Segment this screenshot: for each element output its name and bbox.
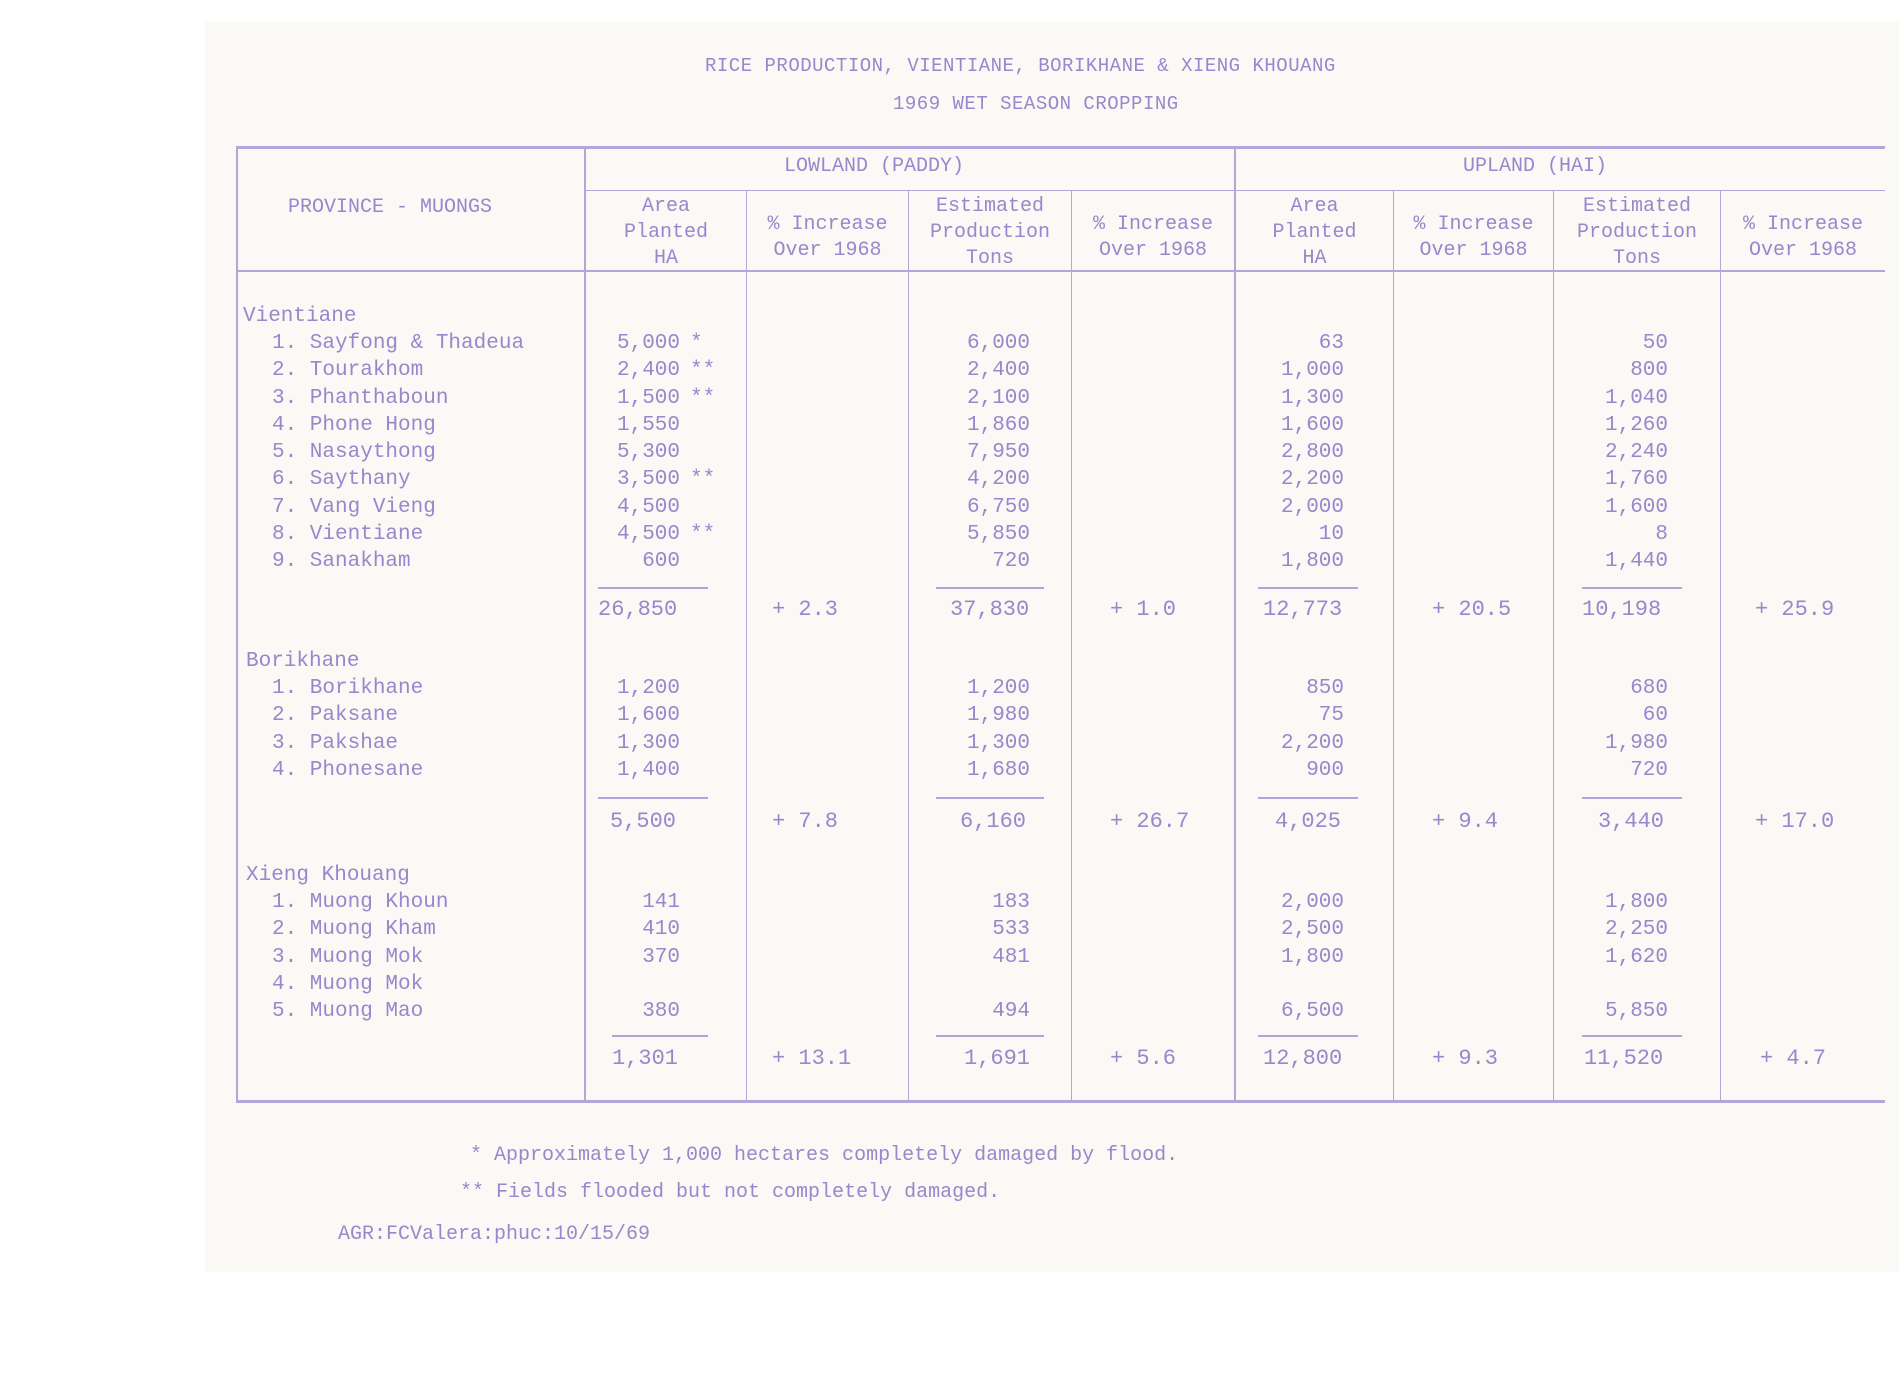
lowland-group-header: LOWLAND (PADDY) [784,155,965,178]
col-header-lowland-area: Area Planted HA [623,195,708,270]
footnote: ** Fields flooded but not completely damaged. [460,1181,1001,1204]
table-border-left [236,146,238,1103]
upland-area-total: 4,025 [1275,809,1342,834]
upland-area-increase: + 9.3 [1432,1046,1499,1071]
lowland-production-increase: + 1.0 [1110,597,1177,622]
lowland-production-increase: + 26.7 [1110,809,1190,834]
col-header-upland-area-increase: % Increase Over 1968 [1413,213,1534,262]
province-column-header: PROVINCE - MUONGS [288,196,493,219]
col-header-upland-production: Estimated Production Tons [1576,195,1698,270]
lowland-area-values: 5,000 2,400 1,500 1,550 5,300 3,500 4,500 4,500 600 [616,332,680,574]
upland-area-values: 850 75 2,200 900 [1280,677,1344,782]
lowland-production-total: 1,691 [964,1046,1031,1071]
col-divider [584,146,586,1103]
col-divider [1553,190,1554,1103]
col-header-upland-production-increase: % Increase Over 1968 [1742,213,1864,262]
subtotal-rule [1582,797,1682,799]
province-name: Vientiane [243,305,357,328]
subtotal-rule [612,1035,708,1037]
col-header-lowland-production-increase: % Increase Over 1968 [1092,213,1214,262]
upland-production-increase: + 17.0 [1755,809,1835,834]
subtotal-rule [1582,587,1682,589]
muong-names: 1. Muong Khoun 2. Muong Kham 3. Muong Mok 4. Muong Mok 5. Muong Mao [272,891,449,1024]
lowland-area-increase: + 7.8 [772,809,839,834]
subtotal-rule [936,1035,1044,1037]
subtotal-rule [1258,587,1358,589]
table-border-top [236,146,1885,149]
lowland-area-total: 5,500 [610,809,677,834]
document-title: RICE PRODUCTION, VIENTIANE, BORIKHANE & XIENG KHOUANG [705,55,1336,77]
upland-area-increase: + 9.4 [1432,809,1499,834]
upland-production-total: 3,440 [1598,809,1665,834]
lowland-production-values: 183 533 481 494 [992,891,1030,1024]
upland-production-total: 11,520 [1584,1046,1664,1071]
upland-area-values: 63 1,000 1,300 1,600 2,800 2,200 2,000 10 1,800 [1280,332,1344,574]
subtotal-rule [936,587,1044,589]
col-header-lowland-area-increase: % Increase Over 1968 [767,213,888,262]
subtotal-rule [598,587,708,589]
col-header-upland-area: Area Planted HA [1272,195,1357,270]
col-divider [1393,190,1394,1103]
col-divider [746,190,747,1103]
col-header-lowland-production: Estimated Production Tons [929,195,1051,270]
upland-production-values: 680 60 1,980 720 [1604,677,1668,782]
upland-production-increase: + 25.9 [1755,597,1835,622]
upland-production-total: 10,198 [1582,597,1662,622]
lowland-area-total: 26,850 [598,597,678,622]
lowland-area-increase: + 13.1 [772,1046,852,1071]
lowland-production-values: 1,200 1,980 1,300 1,680 [966,677,1030,782]
document-subtitle: 1969 WET SEASON CROPPING [893,93,1179,115]
col-divider [908,190,909,1103]
lowland-production-total: 6,160 [960,809,1027,834]
province-name: Xieng Khouang [246,864,410,887]
upland-production-values: 1,800 2,250 1,620 5,850 [1604,891,1668,1024]
subtotal-rule [1258,1035,1358,1037]
lowland-area-increase: + 2.3 [772,597,839,622]
footnote: * Approximately 1,000 hectares completely damaged by flood. [470,1144,1179,1167]
upland-area-increase: + 20.5 [1432,597,1512,622]
col-divider [1234,146,1236,1103]
lowland-production-values: 6,000 2,400 2,100 1,860 7,950 4,200 6,750 5,850 720 [966,332,1030,574]
table-border-bottom [236,1100,1885,1103]
col-divider [1720,190,1721,1103]
upland-area-total: 12,800 [1263,1046,1343,1071]
muong-names: 1. Borikhane 2. Paksane 3. Pakshae 4. Phonesane [272,677,424,782]
province-name: Borikhane [246,650,360,673]
upland-area-values: 2,000 2,500 1,800 6,500 [1280,891,1344,1024]
lowland-area-flood-marks: * ** ** ** ** [690,332,716,547]
upland-production-increase: + 4.7 [1760,1046,1827,1071]
subtotal-rule [598,797,708,799]
lowland-production-increase: + 5.6 [1110,1046,1177,1071]
subtotal-rule [1258,797,1358,799]
lowland-production-total: 37,830 [950,597,1030,622]
lowland-area-total: 1,301 [612,1046,679,1071]
col-divider [1071,190,1072,1103]
subtotal-rule [936,797,1044,799]
lowland-area-values: 1,200 1,600 1,300 1,400 [616,677,680,782]
muong-names: 1. Sayfong & Thadeua 2. Tourakhom 3. Phanthaboun 4. Phone Hong 5. Nasaythong 6. Saythany 7. Vang Vieng 8. Vientiane 9. Sanakham [272,332,525,574]
upland-area-total: 12,773 [1263,597,1343,622]
lowland-area-values: 141 410 370 380 [642,891,680,1024]
signature-line: AGR:FCValera:phuc:10/15/69 [338,1223,651,1246]
upland-production-values: 50 800 1,040 1,260 2,240 1,760 1,600 8 1,440 [1604,332,1668,574]
subtotal-rule [1582,1035,1682,1037]
upland-group-header: UPLAND (HAI) [1463,155,1608,178]
